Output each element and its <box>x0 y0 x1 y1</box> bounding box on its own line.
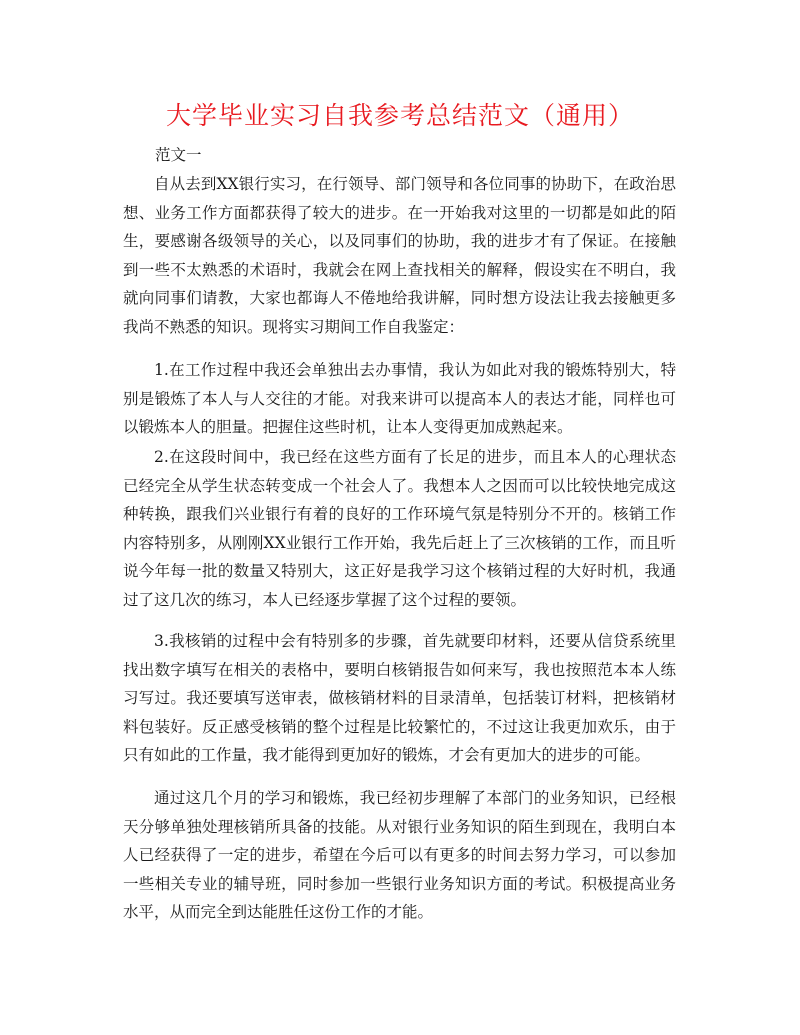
paragraph-intro: 自从去到XX银行实习，在行领导、部门领导和各位同事的协助下，在政治思想、业务工作方面都获得了较大的进步。在一开始我对这里的一切都是如此的陌生，要感谢各级领导的关心，以及同事们的协助，我的进步才有了保证。在接触到一些不太熟悉的术语时，我就会在网上查找相关的解释，假设实在不明白，我就向同事们请教，大家也都诲人不倦地给我讲解，同时想方设法让我去接触更多我尚不熟悉的知识。现将实习期间工作自我鉴定： <box>123 175 676 336</box>
paragraph-item-2: 2.在这段时间中，我已经在这些方面有了长足的进步，而且本人的心理状态已经完全从学生状态转变成一个社会人了。我想本人之因而可以比较快地完成这种转换，跟我们兴业银行有着的良好的工作环境气氛是特别分不开的。核销工作内容特别多，从刚刚XX业银行工作开始，我先后赶上了三次核销的工作，而且听说今年每一批的数量又特别大，这正好是我学习这个核销过程的大好时机，我通过了这几次的练习，本人已经逐步掌握了这个过程的要领。 <box>123 448 676 609</box>
paragraph-item-1: 1.在工作过程中我还会单独出去办事情，我认为如此对我的锻炼特别大，特别是锻炼了本人与人交往的才能。对我来讲可以提高本人的表达才能，同样也可以锻炼本人的胆量。把握住这些时机，让本人变得更加成熟起来。 <box>123 361 676 437</box>
section-label: 范文一 <box>155 146 202 164</box>
paragraph-item-3: 3.我核销的过程中会有特别多的步骤，首先就要印材料，还要从信贷系统里找出数字填写在相关的表格中，要明白核销报告如何来写，我也按照范本本人练习写过。我还要填写送审表，做核销材料的目录清单，包括装订材料，把核销材料包装好。反正感受核销的整个过程是比较繁忙的，不过这让我更加欢乐，由于只有如此的工作量，我才能得到更加好的锻炼，才会有更加大的进步的可能。 <box>123 632 676 765</box>
paragraph-conclusion: 通过这几个月的学习和锻炼，我已经初步理解了本部门的业务知识，已经根天分够单独处理核销所具备的技能。从对银行业务知识的陌生到现在，我明白本人已经获得了一定的进步，希望在今后可以有更多的时间去努力学习，可以参加一些相关专业的辅导班，同时参加一些银行业务知识方面的考试。积极提高业务水平，从而完全到达能胜任这份工作的才能。 <box>123 789 676 922</box>
document-title: 大学毕业实习自我参考总结范文（通用） <box>165 101 634 130</box>
